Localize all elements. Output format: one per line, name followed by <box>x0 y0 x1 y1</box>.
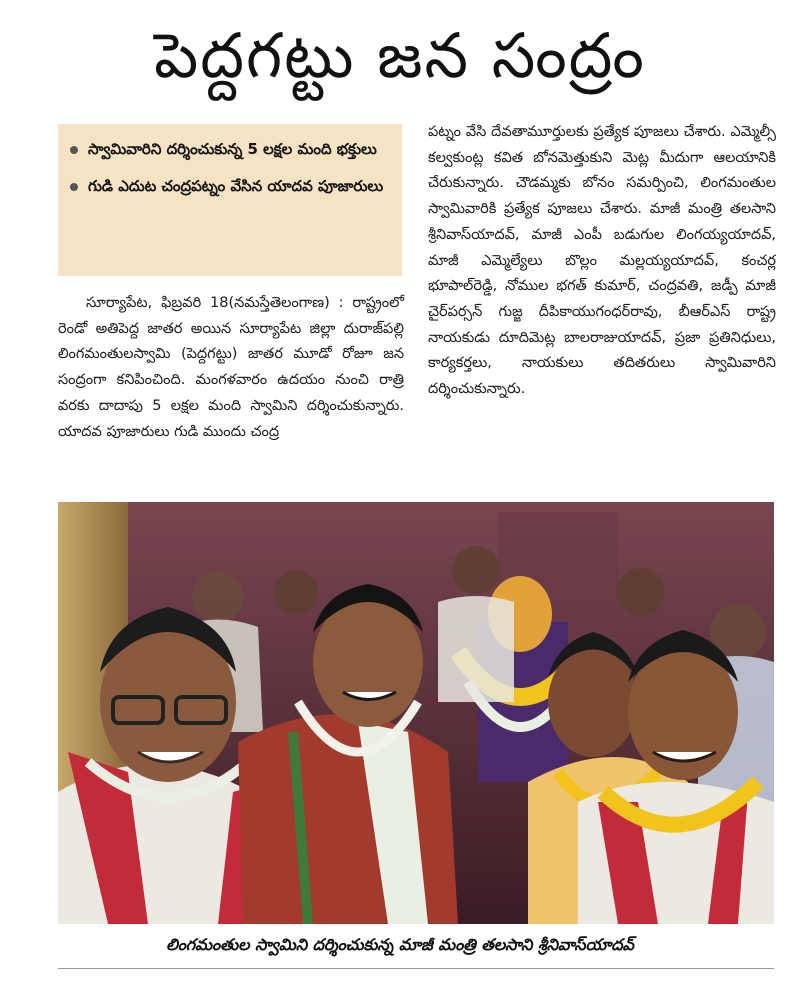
news-photo <box>58 502 774 924</box>
article-paragraph: పట్నం వేసి దేవతామూర్తులకు ప్రత్యేక పూజలు చేశారు. ఎమ్మెల్సీ కల్వకుంట్ల కవిత బోనమెత్తుకుని మెట్ల మీదుగా ఆలయానికి చేరుకున్నారు. చౌడమ్మకు బోనం సమర్పించి, లింగమంతుల స్వామివారికి ప్రత్యేక పూజలు చేశారు. మాజీ మంత్రి తలసాని శ్రీనివాస్‌యాదవ్, మాజీ ఎంపీ బడుగుల లింగయ్యయాదవ్, మాజీ ఎమ్మెల్యేలు బొల్లం మల్లయ్యయాదవ్, కంచర్ల భూపాల్‌రెడ్డి, నోముల భగత్ కుమార్, చంద్రవతి, జడ్పీ మాజీ చైర్‌పర్సన్ గుజ్జ దీపికాయుగంధర్‌రావు, బీఆర్‌ఎస్ రాష్ట్ర నాయకుడు దూదిమెట్ల బాలరాజుయాదవ్, ప్రజా ప్రతినిధులు, కార్యకర్తలు, నాయకులు తదితరులు స్వామివారిని దర్శించుకున్నారు. <box>428 124 776 398</box>
highlight-text: గుడి ఎదుట చంద్రపట్నం వేసిన యాదవ పూజారులు <box>88 177 384 195</box>
highlight-text: స్వామివారిని దర్శించుకున్న 5 లక్షల మంది భక్తులు <box>88 140 377 158</box>
article-paragraph: సూర్యాపేట, ఫిబ్రవరి 18(నమస్తేతెలంగాణ) : రాష్ట్రంలో రెండో అతిపెద్ద జాతర అయిన సూర్యాపేట జిల్లా దురాజ్‌పల్లి లింగమంతులస్వామి (పెద్దగట్టు) జాతర మూడో రోజూ జన సంద్రంగా కనిపించింది. మంగళవారం ఉదయం నుంచి రాత్రి వరకు దాదాపు 5 లక్షల మంది స్వామిని దర్శించుకున్నారు. యాదవ పూజారులు గుడి ముందు చంద్ర <box>58 295 404 440</box>
article-column-right <box>428 120 776 403</box>
divider <box>58 968 774 969</box>
photo-illustration <box>58 502 774 924</box>
highlight-item <box>68 171 394 202</box>
bullet-icon <box>70 146 78 154</box>
highlights-box <box>58 124 402 276</box>
headline: పెద్దగట్టు జన సంద్రం <box>154 19 646 92</box>
bullet-icon <box>70 183 78 191</box>
photo-caption: లింగమంతుల స్వామిని దర్శించుకున్న మాజీ మంత్రి తలసాని శ్రీనివాస్‌యాదవ్ <box>166 935 634 954</box>
article-column-left <box>58 291 404 445</box>
highlight-item <box>68 134 394 165</box>
